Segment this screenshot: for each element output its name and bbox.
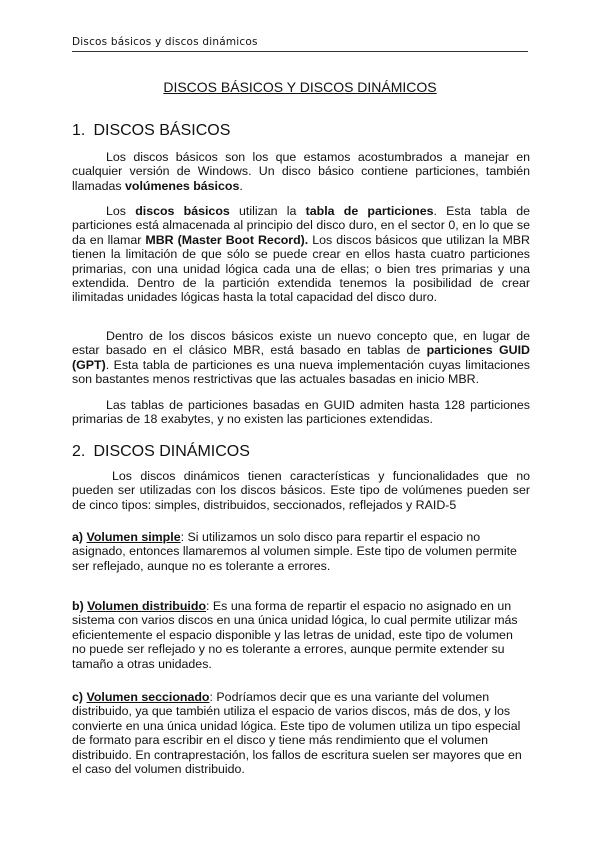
section-2-intro [72,469,530,512]
item-name: Volumen distribuido [87,599,207,613]
bold-term: discos básicos [135,204,230,218]
item-separator: : [209,690,213,704]
item-separator: : [206,599,210,613]
list-item-volumen-seccionado [72,690,530,776]
item-name: Volumen simple [86,530,181,544]
item-name: Volumen seccionado [86,690,210,704]
paragraph-text: . Esta tabla de particiones es una nueva implementación cuyas limitaciones son bastantes menos restrictivas que las actuales basadas en inicio MBR. [72,357,530,387]
paragraph-text: utilizan la [229,204,306,218]
section-1-paragraph-3 [72,329,530,387]
paragraph-text: Los discos básicos que utilizan la MBR tienen la limitación de que sólo se puede crear en ellos hasta cuatro particiones primarias, con una unidad lógica cada una de ellas; o bien tres primarias y una extendida. Dentro de la partición extendida tenemos la posibilidad de crear ilimitadas unidades lógicas hasta la total capacidad del disco duro. [72,232,530,305]
section-2-title: DISCOS DINÁMICOS [93,443,250,460]
item-text: Podríamos decir que es una variante del volumen distribuido, ya que también utiliza el espacio de varios discos, más de dos, y los convierte en una única unidad lógica. Este tipo de volumen utiliza un tipo especial de formato para escribir en el disco y tiene más rendimiento que el volumen distribuido. En contraprestación, los fallos de escritura suelen ser mayores que en el caso del volumen distribuido. [72,690,522,777]
running-header-title: Discos básicos y discos dinámicos [72,36,258,48]
section-1-title: DISCOS BÁSICOS [93,122,231,139]
paragraph-text: Los discos básicos son los que estamos acostumbrados a manejar en cualquier versión de Windows. Un disco básico contiene particiones, también llamadas [72,150,530,193]
list-item-volumen-simple [72,530,530,573]
paragraph-text: Los [106,204,136,218]
paragraph-text: . Esta tabla de particiones está almacenada al principio del disco duro, en el sector 0, en lo que se da en llamar [72,204,531,247]
bold-term: tabla de particiones [305,204,434,218]
document-title: DISCOS BÁSICOS Y DISCOS DINÁMICOS [163,79,437,95]
paragraph-text: Las tablas de particiones basadas en GUID admiten hasta 128 particiones primarias de 18 exabytes, y no existen las particiones extendidas. [72,398,530,427]
item-text: Es una forma de repartir el espacio no asignado en un sistema con varios discos en una única unidad lógica, lo cual permite utilizar más eficientemente el espacio disponible y las letras de unidad, este tipo de volumen no puede ser reflejado y no es tolerante a errores, aunque permite extender su tamaño a otras unidades. [72,599,518,671]
item-separator: : [180,530,185,544]
section-1-heading [72,122,230,140]
running-header [72,36,528,52]
item-text: Si utilizamos un solo disco para repartir el espacio no asignado, entonces llamaremos al volumen simple. Este tipo de volumen permite ser reflejado, aunque no es tolerante a errores. [72,530,517,573]
section-1-paragraph-2 [72,204,530,305]
item-letter: a) [72,530,84,544]
paragraph-text: . [239,178,243,193]
section-1-paragraph-4 [72,398,530,427]
paragraph-text: Los discos dinámicos tienen características y funcionalidades que no pueden ser utilizadas con los discos básicos. Este tipo de volúmenes pueden ser de cinco tipos: simples, distribuidos, seccionados, reflejados y RAID-5 [72,469,530,512]
section-1-paragraph-1 [72,150,530,193]
section-2-number: 2. [72,443,86,460]
bold-term: MBR (Master Boot Record). [145,232,309,247]
section-1-number: 1. [72,122,86,139]
section-2-heading [72,443,250,461]
bold-term: particiones GUID (GPT) [72,343,530,372]
list-item-volumen-distribuido [72,599,530,671]
paragraph-text: Dentro de los discos básicos existe un nuevo concepto que, en lugar de estar basado en el clásico MBR, está basado en tablas de [72,329,530,358]
item-letter: c) [72,690,84,704]
bold-term: volúmenes básicos [125,178,240,193]
item-letter: b) [72,599,84,613]
